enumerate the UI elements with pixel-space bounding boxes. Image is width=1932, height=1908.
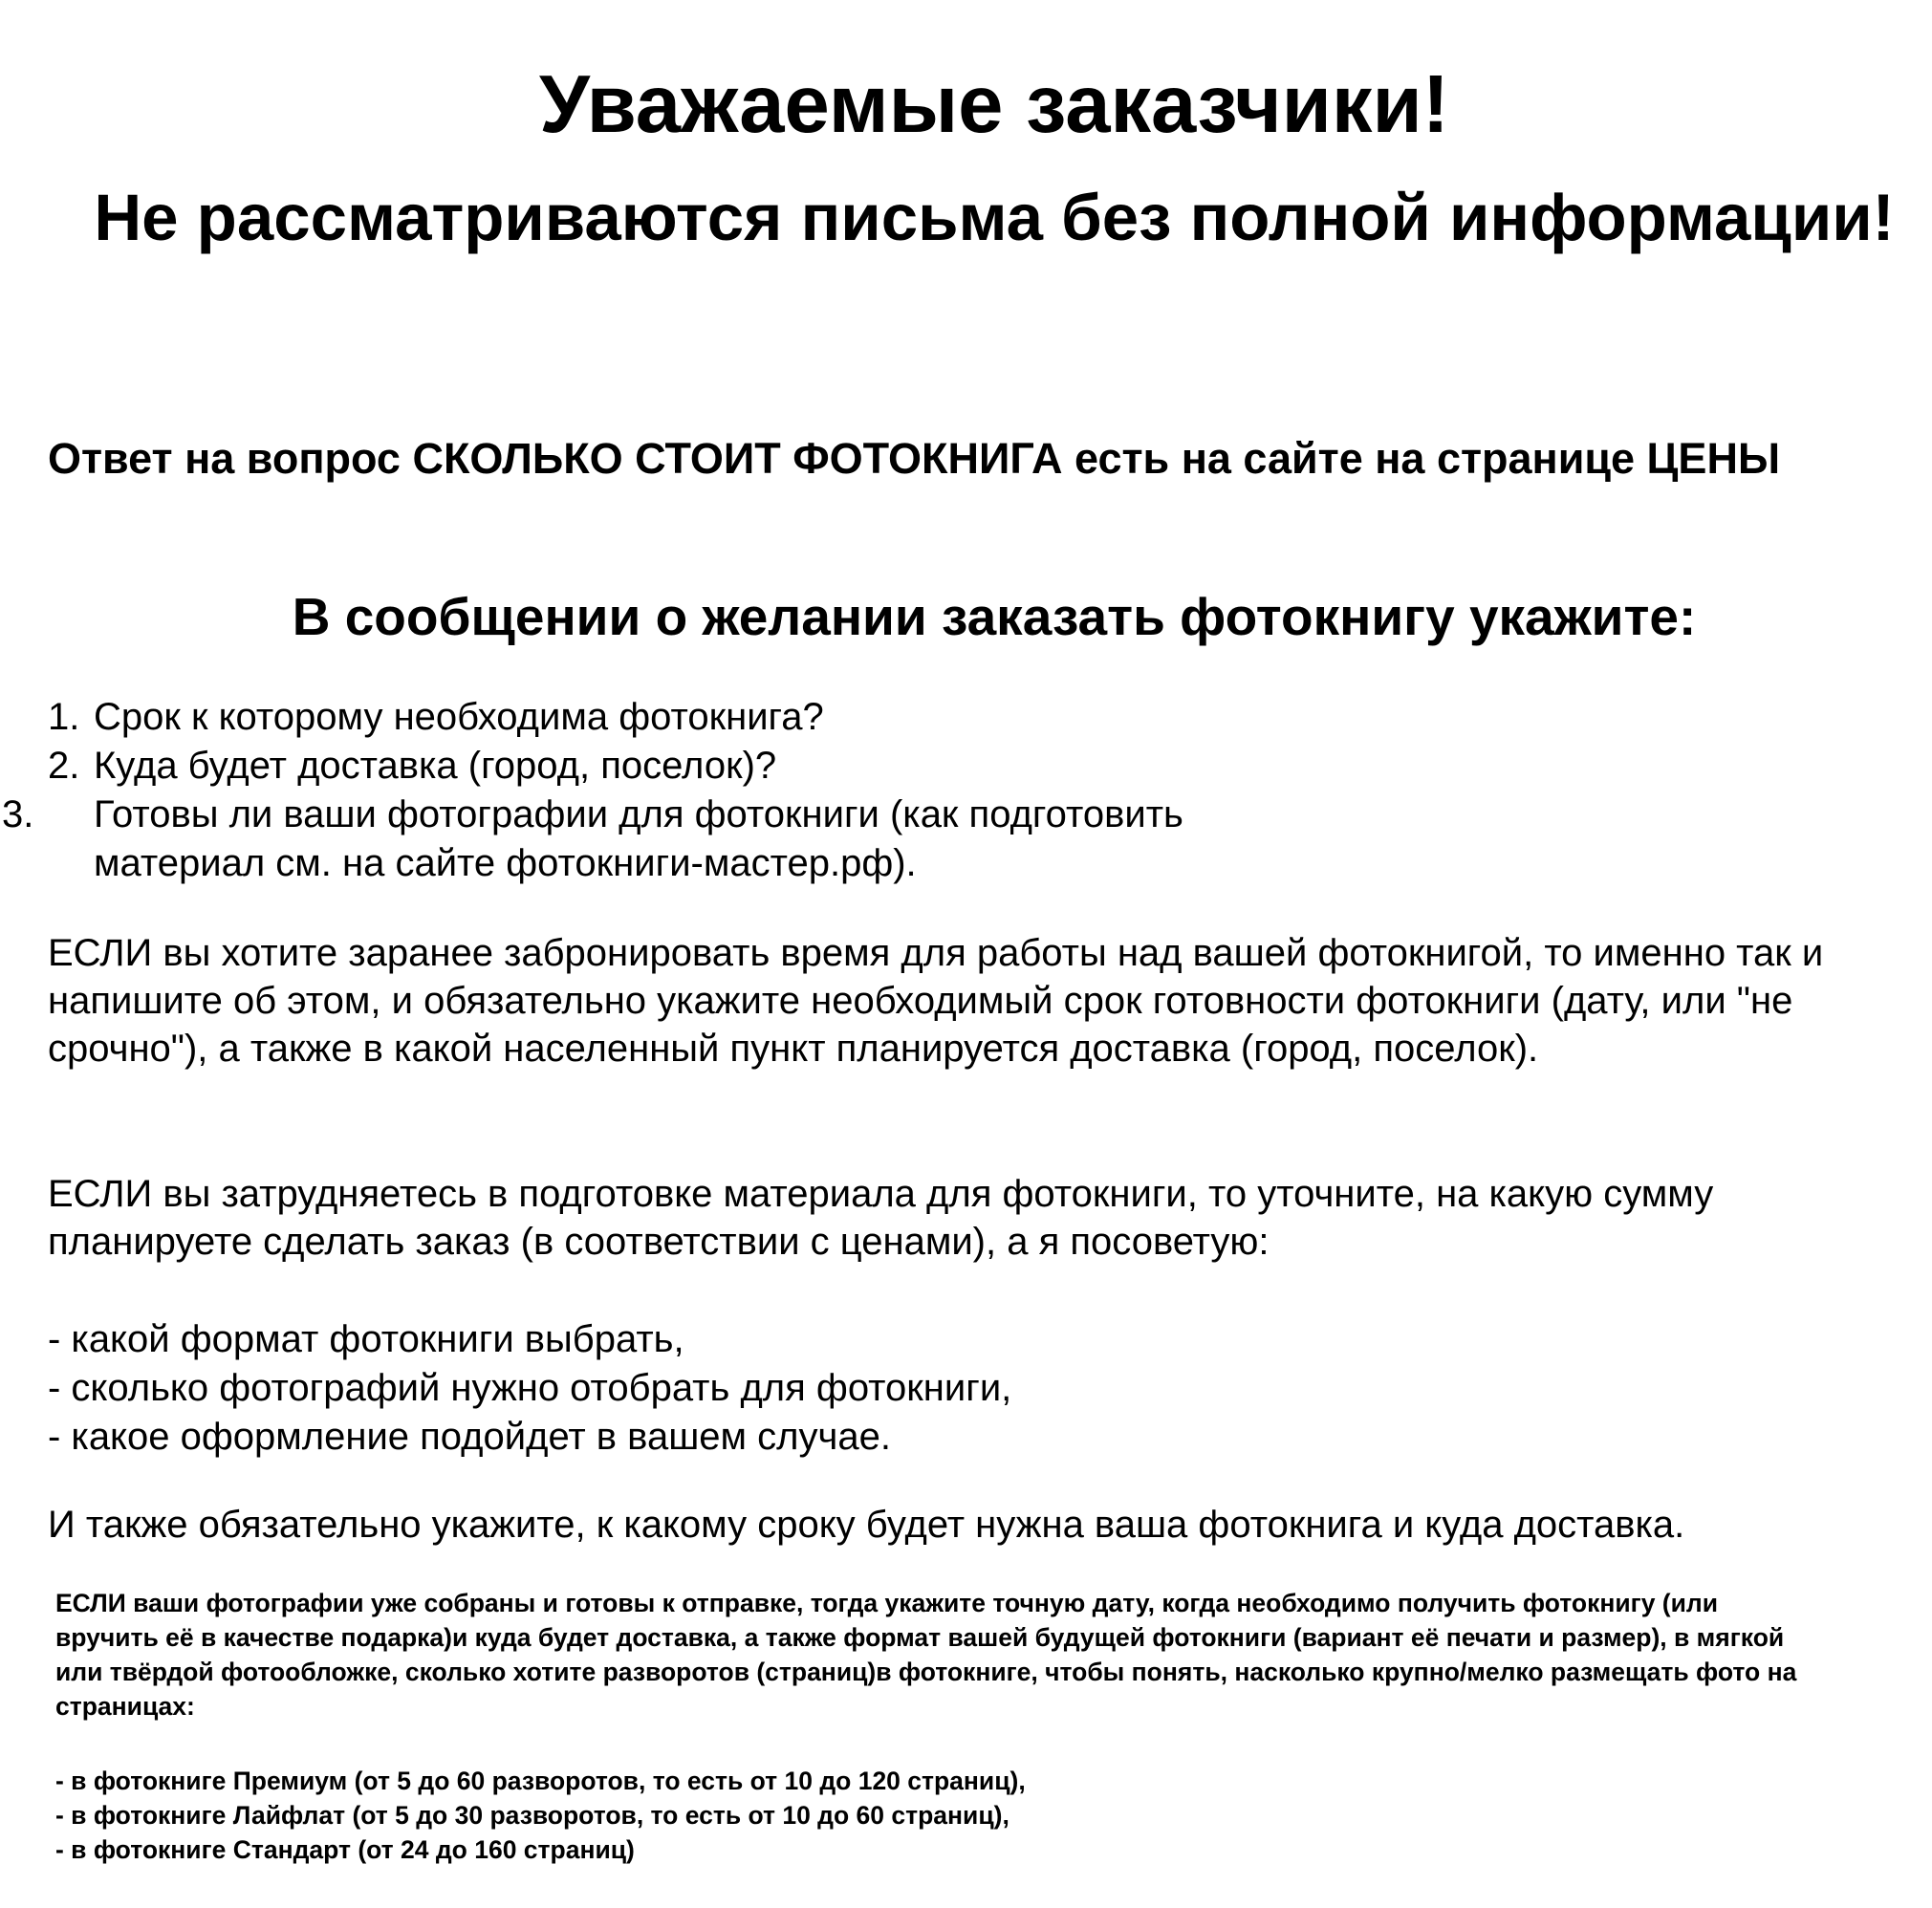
list-item: - какое оформление подойдет в вашем случае. (48, 1416, 891, 1458)
list-item-number: 1. (48, 696, 80, 738)
ready-paragraph: ЕСЛИ ваши фотографии уже собраны и готовы к отправке, тогда укажите точную дату, когда необходимо получить фотокнигу (или вручить её в качестве подарка)и куда будет доставка, а также формат вашей будущей фотокниги (вариант её печати и размер), в мягкой или твёрдой фотообложке, сколько хотите разворотов (страниц)в фотокниге, чтобы понять, насколько крупно/мелко размещать фото на страницах: (55, 1589, 1797, 1721)
list-item-text: Срок к которому необходима фотокнига? (94, 696, 824, 738)
list-item: - в фотокниге Премиум (от 5 до 60 разворотов, то есть от 10 до 120 страниц), (55, 1767, 1026, 1795)
page-subtitle: Не рассматриваются письма без полной информации! (94, 181, 1895, 254)
list-item (48, 742, 1864, 791)
list-item: - сколько фотографий нужно отобрать для фотокниги, (48, 1367, 1012, 1409)
order-heading: В сообщении о желании заказать фотокнигу укажите: (292, 587, 1697, 646)
list-item-text: Готовы ли ваши фотографии для фотокниги (как подготовить материал см. на сайте фотокниги-мастер.рф). (94, 793, 1183, 884)
advice-list (48, 1315, 1011, 1462)
list-item (2, 791, 1365, 888)
numbered-list (2, 693, 1864, 888)
reminder-paragraph: И также обязательно укажите, к какому сроку будет нужна ваша фотокнига и куда доставка. (48, 1504, 1685, 1546)
list-item-text: Куда будет доставка (город, поселок)? (94, 745, 777, 787)
list-item: - в фотокниге Лайфлат (от 5 до 30 разворотов, то есть от 10 до 60 страниц), (55, 1801, 1009, 1830)
price-note: Ответ на вопрос СКОЛЬКО СТОИТ ФОТОКНИГА есть на сайте на странице ЦЕНЫ (48, 434, 1780, 483)
list-item: - в фотокниге Стандарт (от 24 до 160 страниц) (55, 1835, 635, 1864)
book-types-list (55, 1764, 1026, 1867)
page-title: Уважаемые заказчики! (538, 59, 1450, 150)
list-item (48, 693, 1864, 742)
booking-paragraph: ЕСЛИ вы хотите заранее забронировать время для работы над вашей фотокнигой, то именно так и напишите об этом, и обязательно укажите необходимый срок готовности фотокниги (дату, или "не срочно"), а также в какой населенный пункт планируется доставка (город, поселок). (48, 932, 1824, 1070)
help-paragraph: ЕСЛИ вы затрудняетесь в подготовке материала для фотокниги, то уточните, на какую сумму планируете сделать заказ (в соответствии с ценами), а я посоветую: (48, 1173, 1714, 1263)
list-item: - какой формат фотокниги выбрать, (48, 1318, 684, 1360)
list-item-number: 2. (48, 745, 80, 787)
list-item-number: 3. (2, 793, 34, 835)
